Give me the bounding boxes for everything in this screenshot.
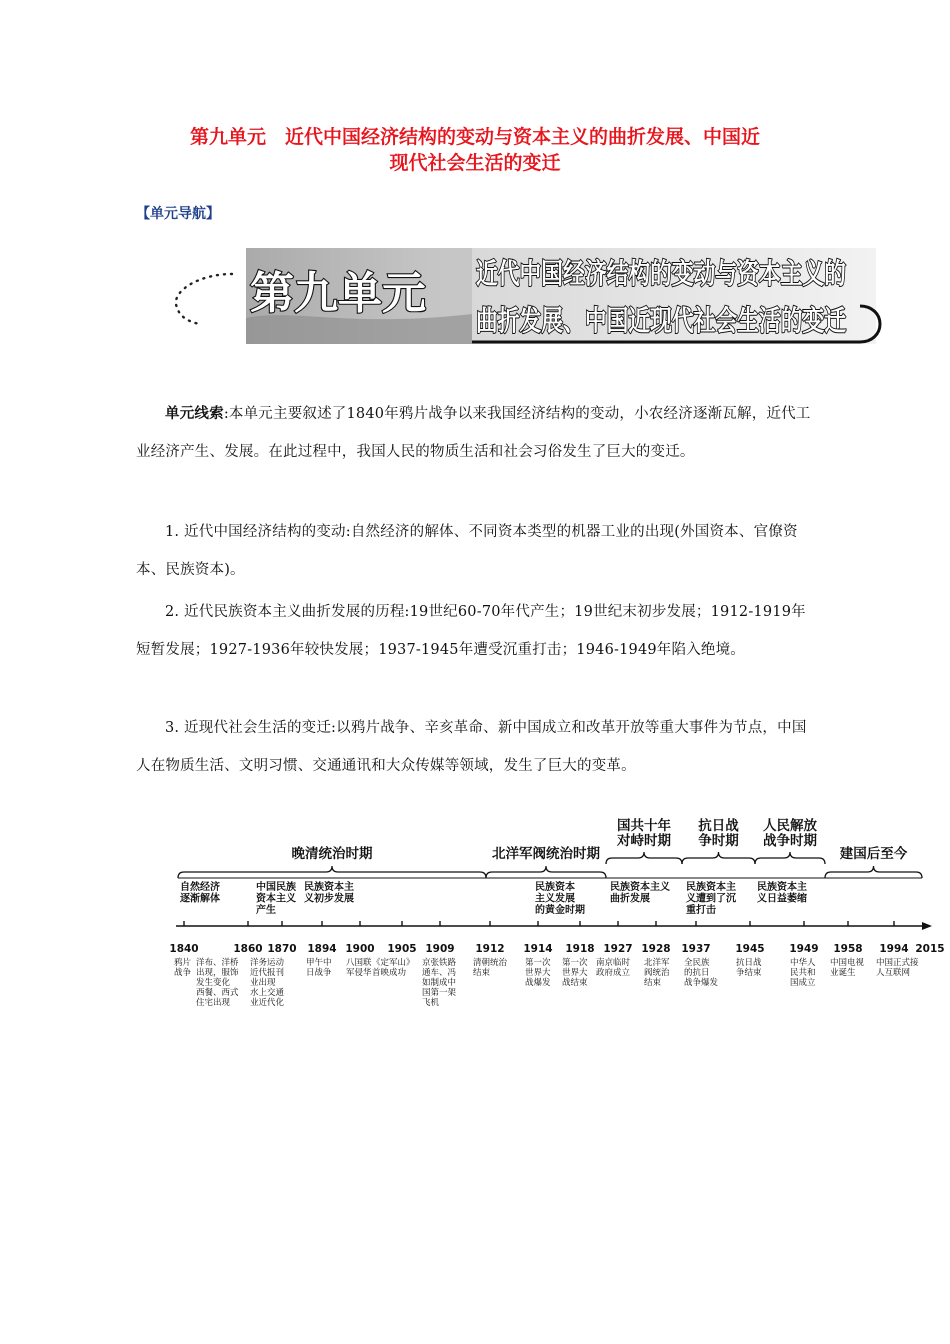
point-2: 2. 近代民族资本主义曲折发展的历程:19世纪60-70年代产生；19世纪末初步发展；1912-1919年短暂发展；1927-1936年较快发展；1937-1945年遭受沉重打击；1946-1949年陷入绝境。 xyxy=(136,604,806,658)
event-label-5-line-1: 八国联 xyxy=(346,958,372,968)
event-label-14-line-1: 抗日战 xyxy=(736,958,762,968)
period-label-5-line-2: 战争时期 xyxy=(763,833,817,849)
event-label-2-line-5: 住宅出现 xyxy=(196,998,231,1008)
timeline-arrow xyxy=(922,922,932,930)
event-label-11-line-1: 南京临时 xyxy=(596,958,631,968)
event-label-9-line-2: 世界大 xyxy=(525,968,551,978)
event-label-7-line-5: 飞机 xyxy=(422,998,440,1008)
period-bracket-1 xyxy=(178,866,486,878)
stage-label-1-line-1: 自然经济 xyxy=(180,882,220,893)
year-label-2015: 2015 xyxy=(915,943,945,955)
event-label-10-line-2: 世界大 xyxy=(562,968,588,978)
period-label-4-line-1: 抗日战 xyxy=(698,818,739,834)
point-1: 1. 近代中国经济结构的变动:自然经济的解体、不同资本类型的机器工业的出现(外国资本、官僚资本、民族资本)。 xyxy=(136,524,798,578)
unit-banner xyxy=(170,238,890,350)
period-bracket-3 xyxy=(606,852,682,864)
event-label-3-line-4: 水上交通 xyxy=(250,988,285,998)
banner-line-2: 曲折发展、中国近现代社会生活的变迁 xyxy=(476,304,846,337)
year-label-1894: 1894 xyxy=(307,943,337,955)
period-label-6-line-1: 建国后至今 xyxy=(839,846,908,862)
stage-label-6-line-1: 民族资本主 xyxy=(686,882,736,893)
event-label-12-line-1: 北洋军 xyxy=(644,958,670,968)
stage-label-6-line-3: 重打击 xyxy=(686,905,716,916)
event-label-5-line-2: 军侵华 xyxy=(346,968,372,978)
period-bracket-2 xyxy=(486,866,606,878)
event-label-7-line-2: 通车、冯 xyxy=(422,968,457,978)
point-3: 3. 近现代社会生活的变迁:以鸦片战争、辛亥革命、新中国成立和改革开放等重大事件为节点，中国人在物质生活、文明习惯、交通通讯和大众传媒等领域，发生了巨大的变革。 xyxy=(136,720,807,774)
stage-label-1-line-2: 逐渐解体 xyxy=(180,893,220,905)
banner-dotted-arc xyxy=(176,274,232,324)
event-label-17-line-1: 中国正式接 xyxy=(876,958,919,968)
history-timeline xyxy=(169,818,945,1022)
period-bracket-4 xyxy=(682,852,755,864)
year-label-1870: 1870 xyxy=(267,943,297,955)
event-label-9-line-3: 战爆发 xyxy=(525,978,551,988)
event-label-7-line-1: 京张铁路 xyxy=(422,958,457,968)
banner-unit-label: 第九单元 xyxy=(250,268,426,319)
event-label-15-line-2: 民共和 xyxy=(790,968,816,978)
stage-label-2-line-3: 产生 xyxy=(256,905,276,916)
period-label-4-line-2: 争时期 xyxy=(698,833,739,849)
event-label-9-line-1: 第一次 xyxy=(525,958,551,968)
event-label-8-line-1: 清朝统治 xyxy=(473,958,508,968)
event-label-17-line-2: 人互联网 xyxy=(876,968,911,978)
event-label-10-line-3: 战结束 xyxy=(562,978,588,988)
period-label-1-line-1: 晚清统治时期 xyxy=(291,846,373,862)
title-line-2: 现代社会生活的变迁 xyxy=(389,152,561,174)
year-label-1905: 1905 xyxy=(387,943,417,955)
event-label-7-line-4: 国第一架 xyxy=(422,988,457,998)
event-label-15-line-3: 国成立 xyxy=(790,978,816,988)
event-label-12-line-3: 结束 xyxy=(644,978,662,988)
banner-line-1: 近代中国经济结构的变动与资本主义的 xyxy=(476,257,846,290)
event-label-2-line-1: 洋布、洋桥 xyxy=(196,958,239,968)
period-bracket-6 xyxy=(825,866,922,878)
stage-label-4-line-2: 主义发展 xyxy=(535,893,575,905)
event-label-14-line-2: 争结束 xyxy=(736,968,762,978)
event-label-15-line-1: 中华人 xyxy=(790,958,816,968)
unit-clue-paragraph xyxy=(136,395,816,471)
year-label-1927: 1927 xyxy=(603,943,633,955)
event-label-6-line-1: 《定军山》 xyxy=(372,958,415,968)
year-label-1945: 1945 xyxy=(735,943,765,955)
event-label-13-line-1: 全民族 xyxy=(684,958,710,968)
period-label-5-line-1: 人民解放 xyxy=(763,818,817,834)
event-label-16-line-2: 业诞生 xyxy=(830,968,856,978)
year-label-1840: 1840 xyxy=(169,943,199,955)
event-label-3-line-3: 业出现 xyxy=(250,978,276,988)
stage-label-7-line-1: 民族资本主 xyxy=(757,882,807,893)
year-label-1937: 1937 xyxy=(681,943,711,955)
event-label-16-line-1: 中国电视 xyxy=(830,958,865,968)
document-title xyxy=(130,124,820,176)
event-label-4-line-2: 日战争 xyxy=(306,968,332,978)
title-line-1: 第九单元 近代中国经济结构的变动与资本主义的曲折发展、中国近 xyxy=(189,126,760,148)
stage-label-7-line-2: 义日益萎缩 xyxy=(757,893,807,905)
stage-label-4-line-1: 民族资本 xyxy=(535,882,575,893)
period-label-2-line-1: 北洋军阀统治时期 xyxy=(492,846,600,862)
event-label-7-line-3: 如制成中 xyxy=(422,978,457,988)
event-label-13-line-2: 的抗日 xyxy=(684,968,710,978)
stage-label-2-line-2: 资本主义 xyxy=(256,893,296,905)
event-label-8-line-2: 结束 xyxy=(473,968,491,978)
stage-label-2-line-1: 中国民族 xyxy=(256,882,296,893)
event-label-4-line-1: 甲午中 xyxy=(306,958,332,968)
year-label-1949: 1949 xyxy=(789,943,819,955)
event-label-2-line-3: 发生变化 xyxy=(196,978,231,988)
period-bracket-5 xyxy=(755,852,825,864)
year-label-1928: 1928 xyxy=(641,943,671,955)
stage-label-3-line-1: 民族资本主 xyxy=(304,882,354,893)
stage-label-6-line-2: 义遭到了沉 xyxy=(686,893,736,905)
year-label-1912: 1912 xyxy=(475,943,505,955)
event-label-1-line-1: 鸦片 xyxy=(174,958,192,968)
event-label-3-line-5: 业近代化 xyxy=(250,998,285,1008)
event-label-13-line-3: 战争爆发 xyxy=(684,978,719,988)
year-label-1994: 1994 xyxy=(879,943,909,955)
event-label-2-line-2: 出现，服饰 xyxy=(196,968,239,978)
unit-clue-text: :本单元主要叙述了1840年鸦片战争以来我国经济结构的变动，小农经济逐渐瓦解，近代工业经济产生、发展。在此过程中，我国人民的物质生活和社会习俗发生了巨大的变迁。 xyxy=(136,406,811,460)
year-label-1909: 1909 xyxy=(425,943,455,955)
unit-guide-label: 【单元导航】 xyxy=(136,206,220,222)
stage-label-4-line-3: 的黄金时期 xyxy=(535,905,585,916)
event-label-1-line-2: 战争 xyxy=(174,968,192,978)
unit-clue-label: 单元线索 xyxy=(165,405,224,422)
period-label-3-line-2: 对峙时期 xyxy=(617,833,671,849)
stage-label-5-line-1: 民族资本主义 xyxy=(610,882,670,893)
event-label-3-line-1: 洋务运动 xyxy=(250,958,285,968)
event-label-12-line-2: 阀统治 xyxy=(644,968,670,978)
stage-label-3-line-2: 义初步发展 xyxy=(304,893,354,905)
event-label-11-line-2: 政府成立 xyxy=(596,968,631,978)
stage-label-5-line-2: 曲折发展 xyxy=(610,893,650,905)
year-label-1958: 1958 xyxy=(833,943,863,955)
year-label-1900: 1900 xyxy=(345,943,375,955)
period-label-3-line-1: 国共十年 xyxy=(617,818,671,834)
year-label-1860: 1860 xyxy=(233,943,263,955)
event-label-6-line-2: 首映成功 xyxy=(372,968,407,978)
year-label-1914: 1914 xyxy=(523,943,553,955)
event-label-2-line-4: 西餐、西式 xyxy=(196,988,239,998)
event-label-3-line-2: 近代报刊 xyxy=(250,968,285,978)
year-label-1918: 1918 xyxy=(565,943,595,955)
event-label-10-line-1: 第一次 xyxy=(562,958,588,968)
